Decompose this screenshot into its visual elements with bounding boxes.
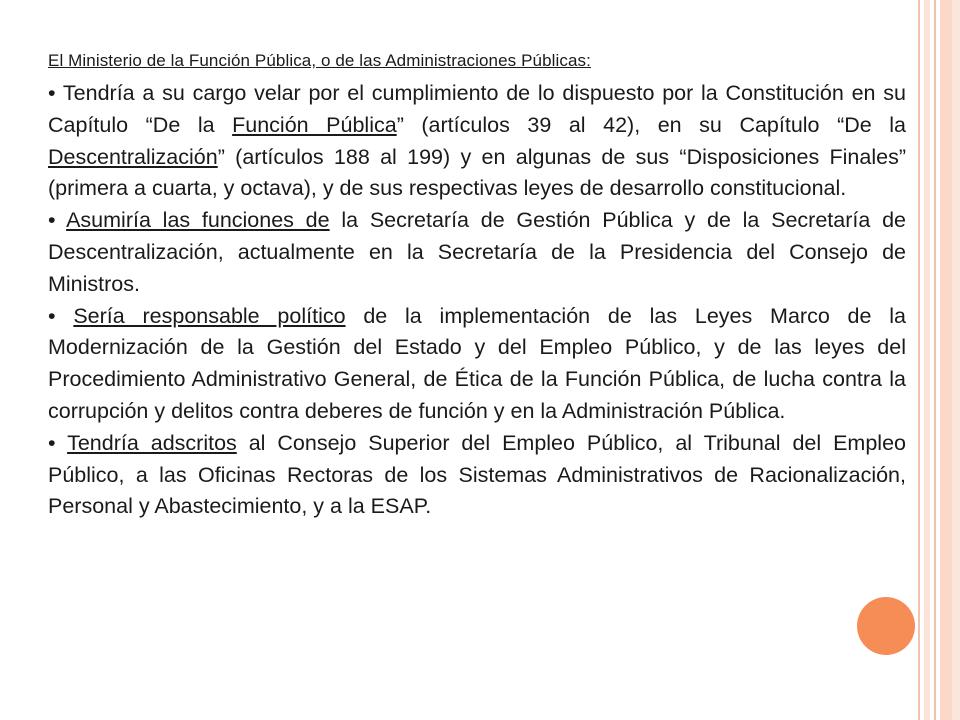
bullet-marker: • bbox=[48, 303, 56, 328]
underlined-term: Descentralización bbox=[48, 144, 218, 169]
bullet-paragraph bbox=[48, 301, 906, 428]
bullet-marker: • bbox=[48, 208, 56, 233]
underlined-term: Función Pública bbox=[232, 112, 397, 137]
decorative-circle bbox=[857, 597, 915, 655]
bullet-text: ” (artículos 188 al 199) y en algunas de sus “Disposiciones Finales” (primera a cuarta, y octava), y de sus respectivas leyes de desarrollo constitucional. bbox=[48, 144, 906, 201]
frame-stripe bbox=[934, 0, 936, 720]
frame-stripe bbox=[924, 0, 930, 720]
frame-stripe bbox=[952, 0, 960, 720]
bullet-paragraph bbox=[48, 205, 906, 300]
frame-stripe bbox=[940, 0, 952, 720]
bullet-paragraph bbox=[48, 78, 906, 205]
bullet-text: la Secretaría de Gestión Pública y de la Secretaría de Descentralización, actualmente en la Secretaría de la Presidencia del Consejo de Ministros. bbox=[48, 208, 906, 296]
bullet-marker: • bbox=[48, 81, 56, 105]
bullet-paragraph bbox=[48, 428, 906, 523]
bullet-text: Tendría a su cargo velar por el cumplimiento de lo dispuesto por la Constitución en su Capítulo “De la bbox=[48, 81, 906, 137]
underlined-term: Asumiría las funciones de bbox=[66, 208, 330, 233]
underlined-term: Tendría adscritos bbox=[67, 430, 237, 455]
frame-stripe bbox=[918, 0, 920, 720]
bullet-text: al Consejo Superior del Empleo Público, al Tribunal del Empleo Público, a las Oficinas Rectoras de los Sistemas Administrativos de Racionalización, Personal y Abastecimiento, y a la ESAP. bbox=[48, 430, 906, 519]
bullet-text: de la implementación de las Leyes Marco de la Modernización de la Gestión del Estado y del Empleo Público, y de las leyes del Procedimiento Administrativo General, de Ética de la Función Pública, de lucha contra la corrupción y delitos contra deberes de función y en la Administración Pública. bbox=[48, 303, 906, 423]
slide-body bbox=[48, 50, 906, 523]
bullet-text: ” (artículos 39 al 42), en su Capítulo “De la bbox=[396, 112, 906, 137]
bullet-marker: • bbox=[48, 430, 56, 455]
underlined-term: Sería responsable político bbox=[73, 303, 346, 328]
slide-heading: El Ministerio de la Función Pública, o de las Administraciones Públicas: bbox=[48, 51, 591, 70]
